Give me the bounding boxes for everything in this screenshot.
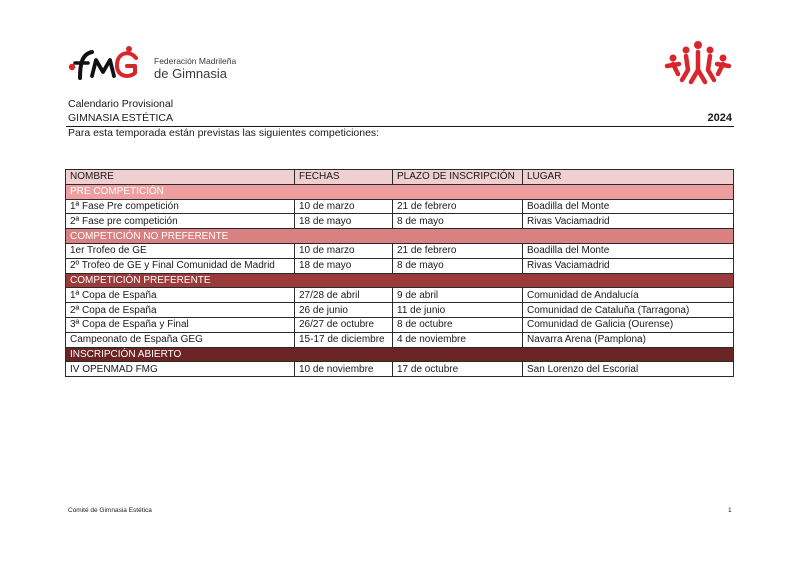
cell-venue: Boadilla del Monte [523, 199, 734, 214]
cell-dates: 27/28 de abril [295, 288, 393, 303]
table-row [66, 214, 734, 229]
cell-deadline: 21 de febrero [393, 199, 523, 214]
section-row-non-preferred [66, 229, 734, 244]
cell-name: 1ª Copa de España [66, 288, 295, 303]
cell-deadline: 8 de mayo [393, 214, 523, 229]
fmg-logo-icon [66, 44, 152, 84]
footer-committee: Comité de Gimnasia Estética [68, 507, 152, 514]
federation-logo [66, 44, 237, 84]
discipline-title: GIMNASIA ESTÉTICA [68, 112, 174, 124]
cell-venue: Navarra Arena (Pamplona) [523, 332, 734, 347]
season-year: 2024 [707, 112, 732, 124]
organization-name-line1: Federación Madrileña [154, 56, 237, 66]
column-header-dates: FECHAS [295, 170, 393, 185]
table-row [66, 243, 734, 258]
cell-name: IV OPENMAD FMG [66, 362, 295, 377]
section-title: COMPETICIÓN PREFERENTE [66, 273, 734, 288]
column-header-venue: LUGAR [523, 170, 734, 185]
table-row [66, 199, 734, 214]
cell-deadline: 8 de octubre [393, 317, 523, 332]
cell-venue: Rivas Vaciamadrid [523, 214, 734, 229]
cell-name: 1ª Fase Pre competición [66, 199, 295, 214]
cell-dates: 10 de marzo [295, 243, 393, 258]
column-header-name: NOMBRE [66, 170, 295, 185]
cell-dates: 26/27 de octubre [295, 317, 393, 332]
gymnasts-logo-icon [664, 40, 732, 86]
cell-venue: Comunidad de Cataluña (Tarragona) [523, 303, 734, 318]
table-row [66, 303, 734, 318]
table-row [66, 332, 734, 347]
cell-dates: 26 de junio [295, 303, 393, 318]
cell-venue: Comunidad de Galicia (Ourense) [523, 317, 734, 332]
section-title: PRE COMPETICIÓN [66, 184, 734, 199]
section-title: COMPETICIÓN NO PREFERENTE [66, 229, 734, 244]
cell-venue: Comunidad de Andalucía [523, 288, 734, 303]
page-number: 1 [728, 507, 732, 514]
section-row-open-registration [66, 347, 734, 362]
cell-dates: 10 de noviembre [295, 362, 393, 377]
section-row-pre-competition [66, 184, 734, 199]
intro-text: Para esta temporada están previstas las siguientes competiciones: [68, 127, 380, 139]
column-header-registration-deadline: PLAZO DE INSCRIPCIÓN [393, 170, 523, 185]
table-row [66, 362, 734, 377]
cell-deadline: 4 de noviembre [393, 332, 523, 347]
section-row-preferred [66, 273, 734, 288]
cell-name: 2ª Copa de España [66, 303, 295, 318]
cell-name: 2º Trofeo de GE y Final Comunidad de Madrid [66, 258, 295, 273]
cell-dates: 10 de marzo [295, 199, 393, 214]
cell-name: 1er Trofeo de GE [66, 243, 295, 258]
cell-deadline: 9 de abril [393, 288, 523, 303]
cell-dates: 18 de mayo [295, 258, 393, 273]
cell-deadline: 17 de octubre [393, 362, 523, 377]
table-header-row [66, 170, 734, 185]
table-row [66, 288, 734, 303]
cell-venue: Rivas Vaciamadrid [523, 258, 734, 273]
table-row [66, 258, 734, 273]
cell-name: 3ª Copa de España y Final [66, 317, 295, 332]
cell-name: 2ª Fase pre competición [66, 214, 295, 229]
table-row [66, 317, 734, 332]
cell-deadline: 21 de febrero [393, 243, 523, 258]
cell-name: Campeonato de España GEG [66, 332, 295, 347]
cell-deadline: 11 de junio [393, 303, 523, 318]
section-title: INSCRIPCIÓN ABIERTO [66, 347, 734, 362]
cell-deadline: 8 de mayo [393, 258, 523, 273]
cell-dates: 15-17 de diciembre [295, 332, 393, 347]
cell-dates: 18 de mayo [295, 214, 393, 229]
cell-venue: Boadilla del Monte [523, 243, 734, 258]
cell-venue: San Lorenzo del Escorial [523, 362, 734, 377]
organization-name-line2: de Gimnasia [154, 66, 227, 81]
document-subtitle: Calendario Provisional [68, 98, 174, 110]
competition-calendar-table [65, 169, 734, 377]
gymnasts-logo [664, 40, 732, 86]
